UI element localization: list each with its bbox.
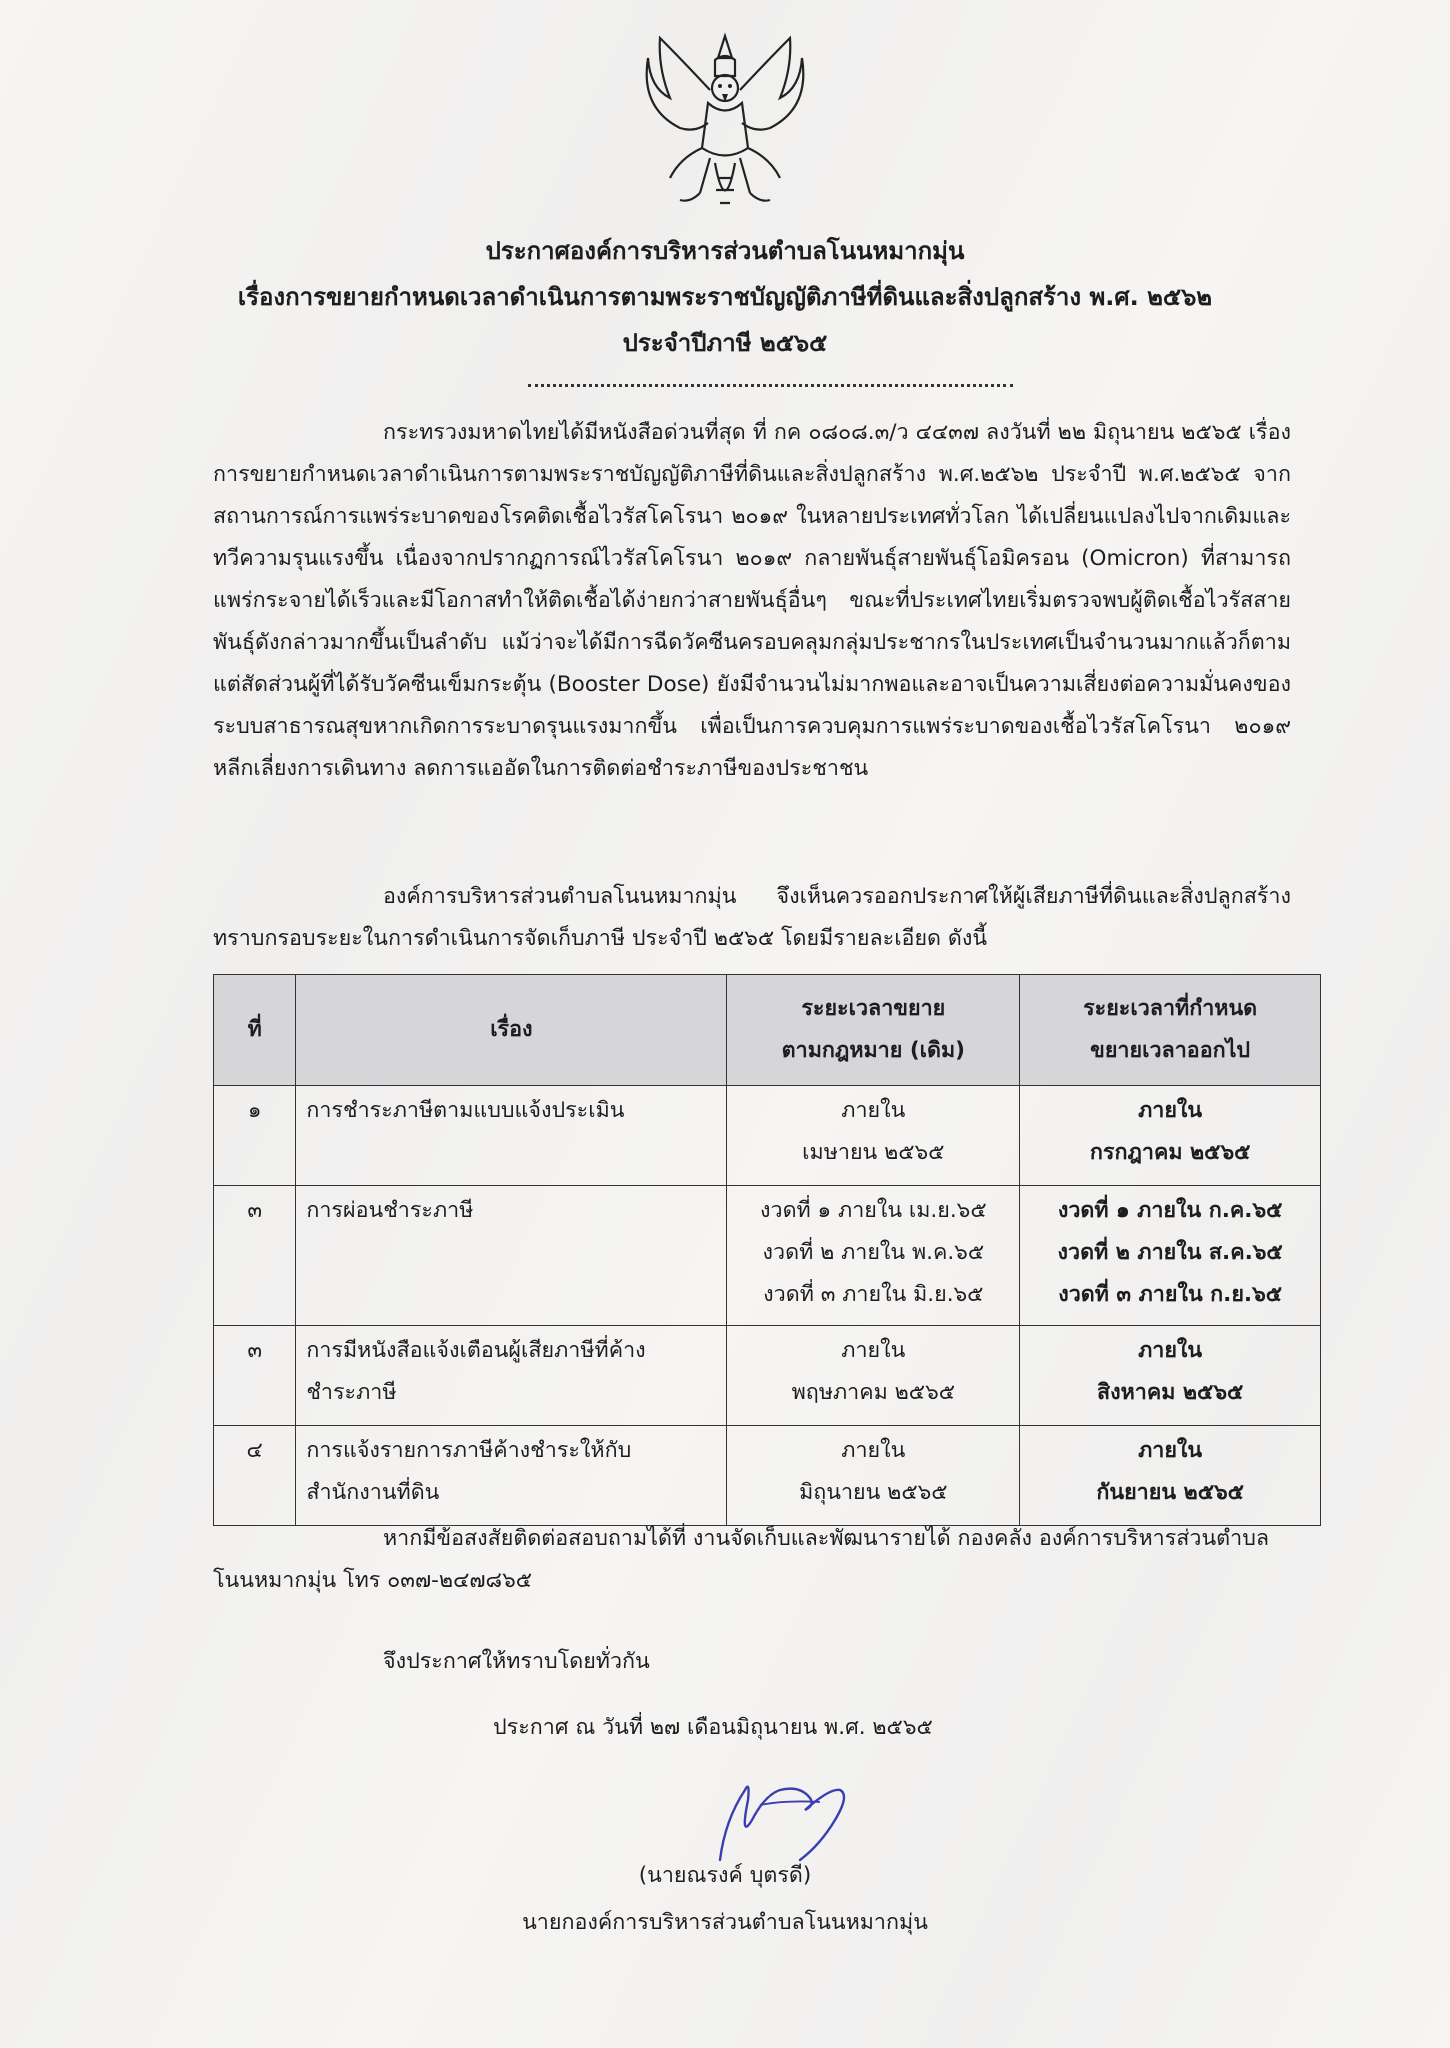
row-subject [296,1426,727,1526]
row-no: ๑ [214,1086,296,1186]
row-subject-line: การชำระภาษีตามแบบแจ้งประเมิน [306,1098,625,1123]
row-new-line: งวดที่ ๑ ภายใน ก.ค.๖๕ [1057,1198,1283,1223]
row-old-line: งวดที่ ๒ ภายใน พ.ค.๖๕ [762,1240,985,1265]
row-new-line: สิงหาคม ๒๕๖๕ [1096,1380,1244,1405]
table-row [214,1326,1321,1426]
closing-line: จึงประกาศให้ทราบโดยทั่วกัน [383,1649,650,1674]
row-old-line: พฤษภาคม ๒๕๖๕ [791,1380,955,1405]
tax-schedule-table [213,974,1321,1526]
row-subject-line: การแจ้งรายการภาษีค้างชำระให้กับ [306,1438,632,1463]
header-subject: เรื่อง [296,975,727,1086]
row-old-line: งวดที่ ๑ ภายใน เม.ย.๖๕ [760,1198,987,1223]
row-no: ๓ [214,1326,296,1426]
body-paragraph-1: กระทรวงมหาดไทยได้มีหนังสือด่วนที่สุด ที่ กค ๐๘๐๘.๓/ว ๔๔๓๗ ลงวันที่ ๒๒ มิถุนายน ๒๕๖๕ เรื่องการขยายกำหนดเวลาดำเนินการตามพระราชบัญญัติภาษีที่ดินและสิ่งปลูกสร้าง พ.ศ.๒๕๖๒ ประจำปี พ.ศ.๒๕๖๕ จากสถานการณ์การแพร่ระบาดของโรคติดเชื้อไวรัสโคโรนา ๒๐๑๙ ในหลายประเทศทั่วโลก ได้เปลี่ยนแปลงไปจากเดิมและทวีความรุนแรงขึ้น เนื่องจากปรากฏการณ์ไวรัสโคโรนา ๒๐๑๙ กลายพันธุ์สายพันธุ์โอมิครอน (Omicron) ที่สามารถแพร่กระจายได้เร็วและมีโอกาสทำให้ติดเชื้อได้ง่ายกว่าสายพันธุ์อื่นๆ ขณะที่ประเทศไทยเริ่มตรวจพบผู้ติดเชื้อไวรัสสายพันธุ์ดังกล่าวมากขึ้นเป็นลำดับ แม้ว่าจะได้มีการฉีดวัคซีนครอบคลุมกลุ่มประชากรในประเทศเป็นจำนวนมากแล้วก็ตาม แต่สัดส่วนผู้ที่ได้รับวัคซีนเข็มกระตุ้น (Booster Dose) ยังมีจำนวนไม่มากพอและอาจเป็นความเสี่ยงต่อความมั่นคงของระบบสาธารณสุขหากเกิดการระบาดรุนแรงมากขึ้น เพื่อเป็นการควบคุมการแพร่ระบาดของเชื้อไวรัสโคโรนา ๒๐๑๙ หลีกเลี่ยงการเดินทาง ลดการแออัดในการติดต่อชำระภาษีของประชาชน [213,420,1291,781]
row-subject-line: ชำระภาษี [306,1380,397,1405]
row-subject [296,1086,727,1186]
row-new-line: ภายใน [1138,1438,1203,1463]
row-new-period [1020,1426,1321,1526]
row-new-line: ภายใน [1138,1098,1203,1123]
row-old-line: มิถุนายน ๒๕๖๕ [799,1480,948,1505]
row-old-period [727,1086,1020,1186]
row-old-line: งวดที่ ๓ ภายใน มิ.ย.๖๕ [763,1282,984,1307]
row-subject-line: การผ่อนชำระภาษี [306,1198,474,1223]
header-no: ที่ [214,975,296,1086]
row-no: ๔ [214,1426,296,1526]
announcement-date: ประกาศ ณ วันที่ ๒๗ เดือนมิถุนายน พ.ศ. ๒๕๖๕ [493,1715,933,1740]
table-row [214,1186,1321,1326]
header-old-line1: ระยะเวลาขยาย [801,996,946,1021]
row-subject [296,1326,727,1426]
row-subject-line: สำนักงานที่ดิน [306,1480,440,1505]
row-old-period [727,1426,1020,1526]
row-old-period [727,1326,1020,1426]
row-new-period [1020,1086,1321,1186]
row-new-line: กันยายน ๒๕๖๕ [1096,1480,1244,1505]
header-new-line2: ขยายเวลาออกไป [1090,1038,1251,1063]
row-old-line: ภายใน [841,1338,906,1363]
header-old-period [727,975,1020,1086]
table-row [214,1086,1321,1186]
dotted-divider [528,384,1013,387]
table-row [214,1426,1321,1526]
row-no: ๓ [214,1186,296,1326]
row-new-line: งวดที่ ๓ ภายใน ก.ย.๖๕ [1058,1282,1283,1307]
title-line-2: เรื่องการขยายกำหนดเวลาดำเนินการตามพระราชบัญญัติภาษีที่ดินและสิ่งปลูกสร้าง พ.ศ. ๒๕๖๒ [237,283,1213,311]
row-new-period [1020,1186,1321,1326]
title-line-3: ประจำปีภาษี ๒๕๖๕ [622,329,828,357]
title-line-1: ประกาศองค์การบริหารส่วนตำบลโนนหมากมุ่น [485,237,965,265]
row-new-period [1020,1326,1321,1426]
signer-position: นายกองค์การบริหารส่วนตำบลโนนหมากมุ่น [522,1910,928,1935]
row-old-line: เมษายน ๒๕๖๕ [802,1140,945,1165]
header-new-period [1020,975,1321,1086]
row-new-line: งวดที่ ๒ ภายใน ส.ค.๖๕ [1057,1240,1283,1265]
row-old-period [727,1186,1020,1326]
row-old-line: ภายใน [841,1098,906,1123]
header-old-line2: ตามกฎหมาย (เดิม) [781,1038,965,1063]
row-subject [296,1186,727,1326]
row-subject-line: การมีหนังสือแจ้งเตือนผู้เสียภาษีที่ค้าง [306,1338,646,1363]
garuda-emblem-icon [640,28,810,228]
row-old-line: ภายใน [841,1438,906,1463]
signature-icon [690,1760,890,1870]
signer-name: (นายณรงค์ บุตรดี) [638,1863,812,1888]
row-new-line: กรกฎาคม ๒๕๖๕ [1089,1140,1251,1165]
body-paragraph-2: องค์การบริหารส่วนตำบลโนนหมากมุ่น จึงเห็นควรออกประกาศให้ผู้เสียภาษีที่ดินและสิ่งปลูกสร้างทราบกรอบระยะในการดำเนินการจัดเก็บภาษี ประจำปี ๒๕๖๕ โดยมีรายละเอียด ดังนี้ [213,884,1291,951]
table-header-row [214,975,1321,1086]
row-new-line: ภายใน [1138,1338,1203,1363]
header-new-line1: ระยะเวลาที่กำหนด [1083,996,1258,1021]
contact-paragraph: หากมีข้อสงสัยติดต่อสอบถามได้ที่ งานจัดเก็บและพัฒนารายได้ กองคลัง องค์การบริหารส่วนตำบลโนนหมากมุ่น โทร ๐๓๗-๒๔๗๘๖๕ [213,1526,1270,1593]
